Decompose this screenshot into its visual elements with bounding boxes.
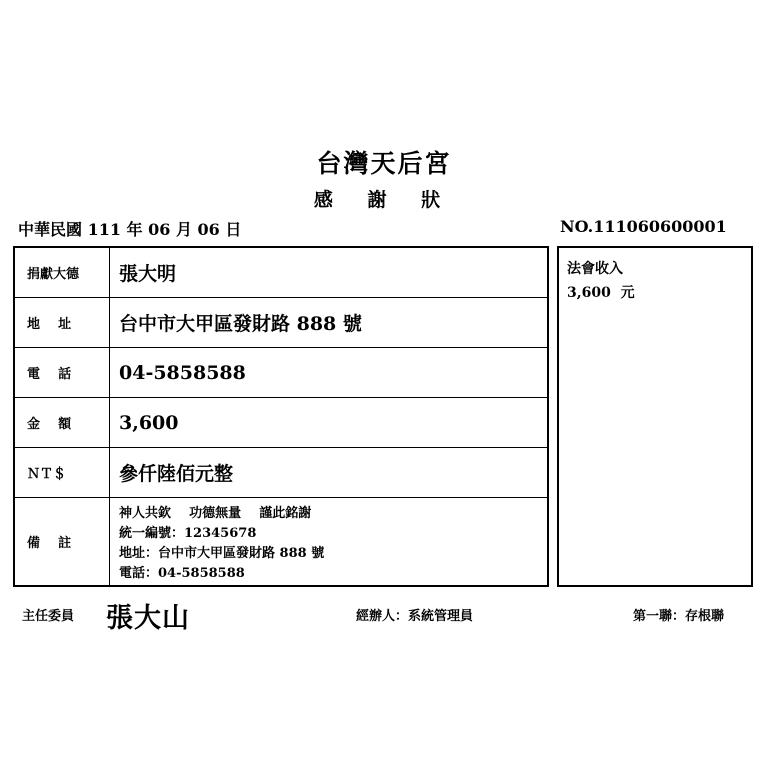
phone-label: 電 話: [15, 348, 110, 397]
ceremony-income-title: 法會收入: [567, 261, 623, 277]
address-value: 台中市大甲區發財路 888 號: [119, 313, 362, 335]
amount-label: 金 額: [15, 398, 110, 447]
amount-value: 3,600: [119, 411, 179, 434]
director-signature: 張大山: [106, 603, 190, 634]
document-title: 感 謝 狀: [313, 189, 455, 211]
handler-label: 經辦人：系統管理員: [356, 609, 474, 624]
donation-details-table: [13, 246, 549, 587]
notes-line: 統一編號：12345678: [119, 526, 257, 541]
notes-text: [119, 504, 324, 584]
date-line: 中華民國 111 年 06 月 06 日: [18, 220, 242, 239]
donor-label: 捐獻大德: [15, 248, 110, 297]
notes-label: 備 註: [15, 498, 110, 585]
director-label: 主任委員: [22, 609, 75, 624]
ntd-label: ＮＴ＄: [15, 448, 110, 497]
receipt-number: NO.111060600001: [560, 217, 727, 236]
ceremony-income-box: [557, 246, 753, 587]
phone-row: [15, 348, 547, 398]
notes-line: 電話：04-5858588: [119, 566, 245, 581]
ceremony-income-amount: 3,600 元: [567, 285, 635, 301]
notes-line: 地址：台中市大甲區發財路 888 號: [119, 546, 325, 561]
ntd-row: [15, 448, 547, 498]
donor-row: [15, 248, 547, 298]
donor-value: 張大明: [119, 263, 177, 285]
notes-line: 神人共欽 功德無量 謹此銘謝: [119, 506, 312, 521]
address-label: 地 址: [15, 298, 110, 347]
phone-value: 04-5858588: [119, 361, 246, 384]
notes-row: [15, 498, 547, 585]
temple-name: 台灣天后宮: [316, 149, 452, 178]
address-row: [15, 298, 547, 348]
amount-row: [15, 398, 547, 448]
amount-in-words: 參仟陸佰元整: [119, 463, 234, 485]
copy-label: 第一聯：存根聯: [633, 609, 725, 624]
